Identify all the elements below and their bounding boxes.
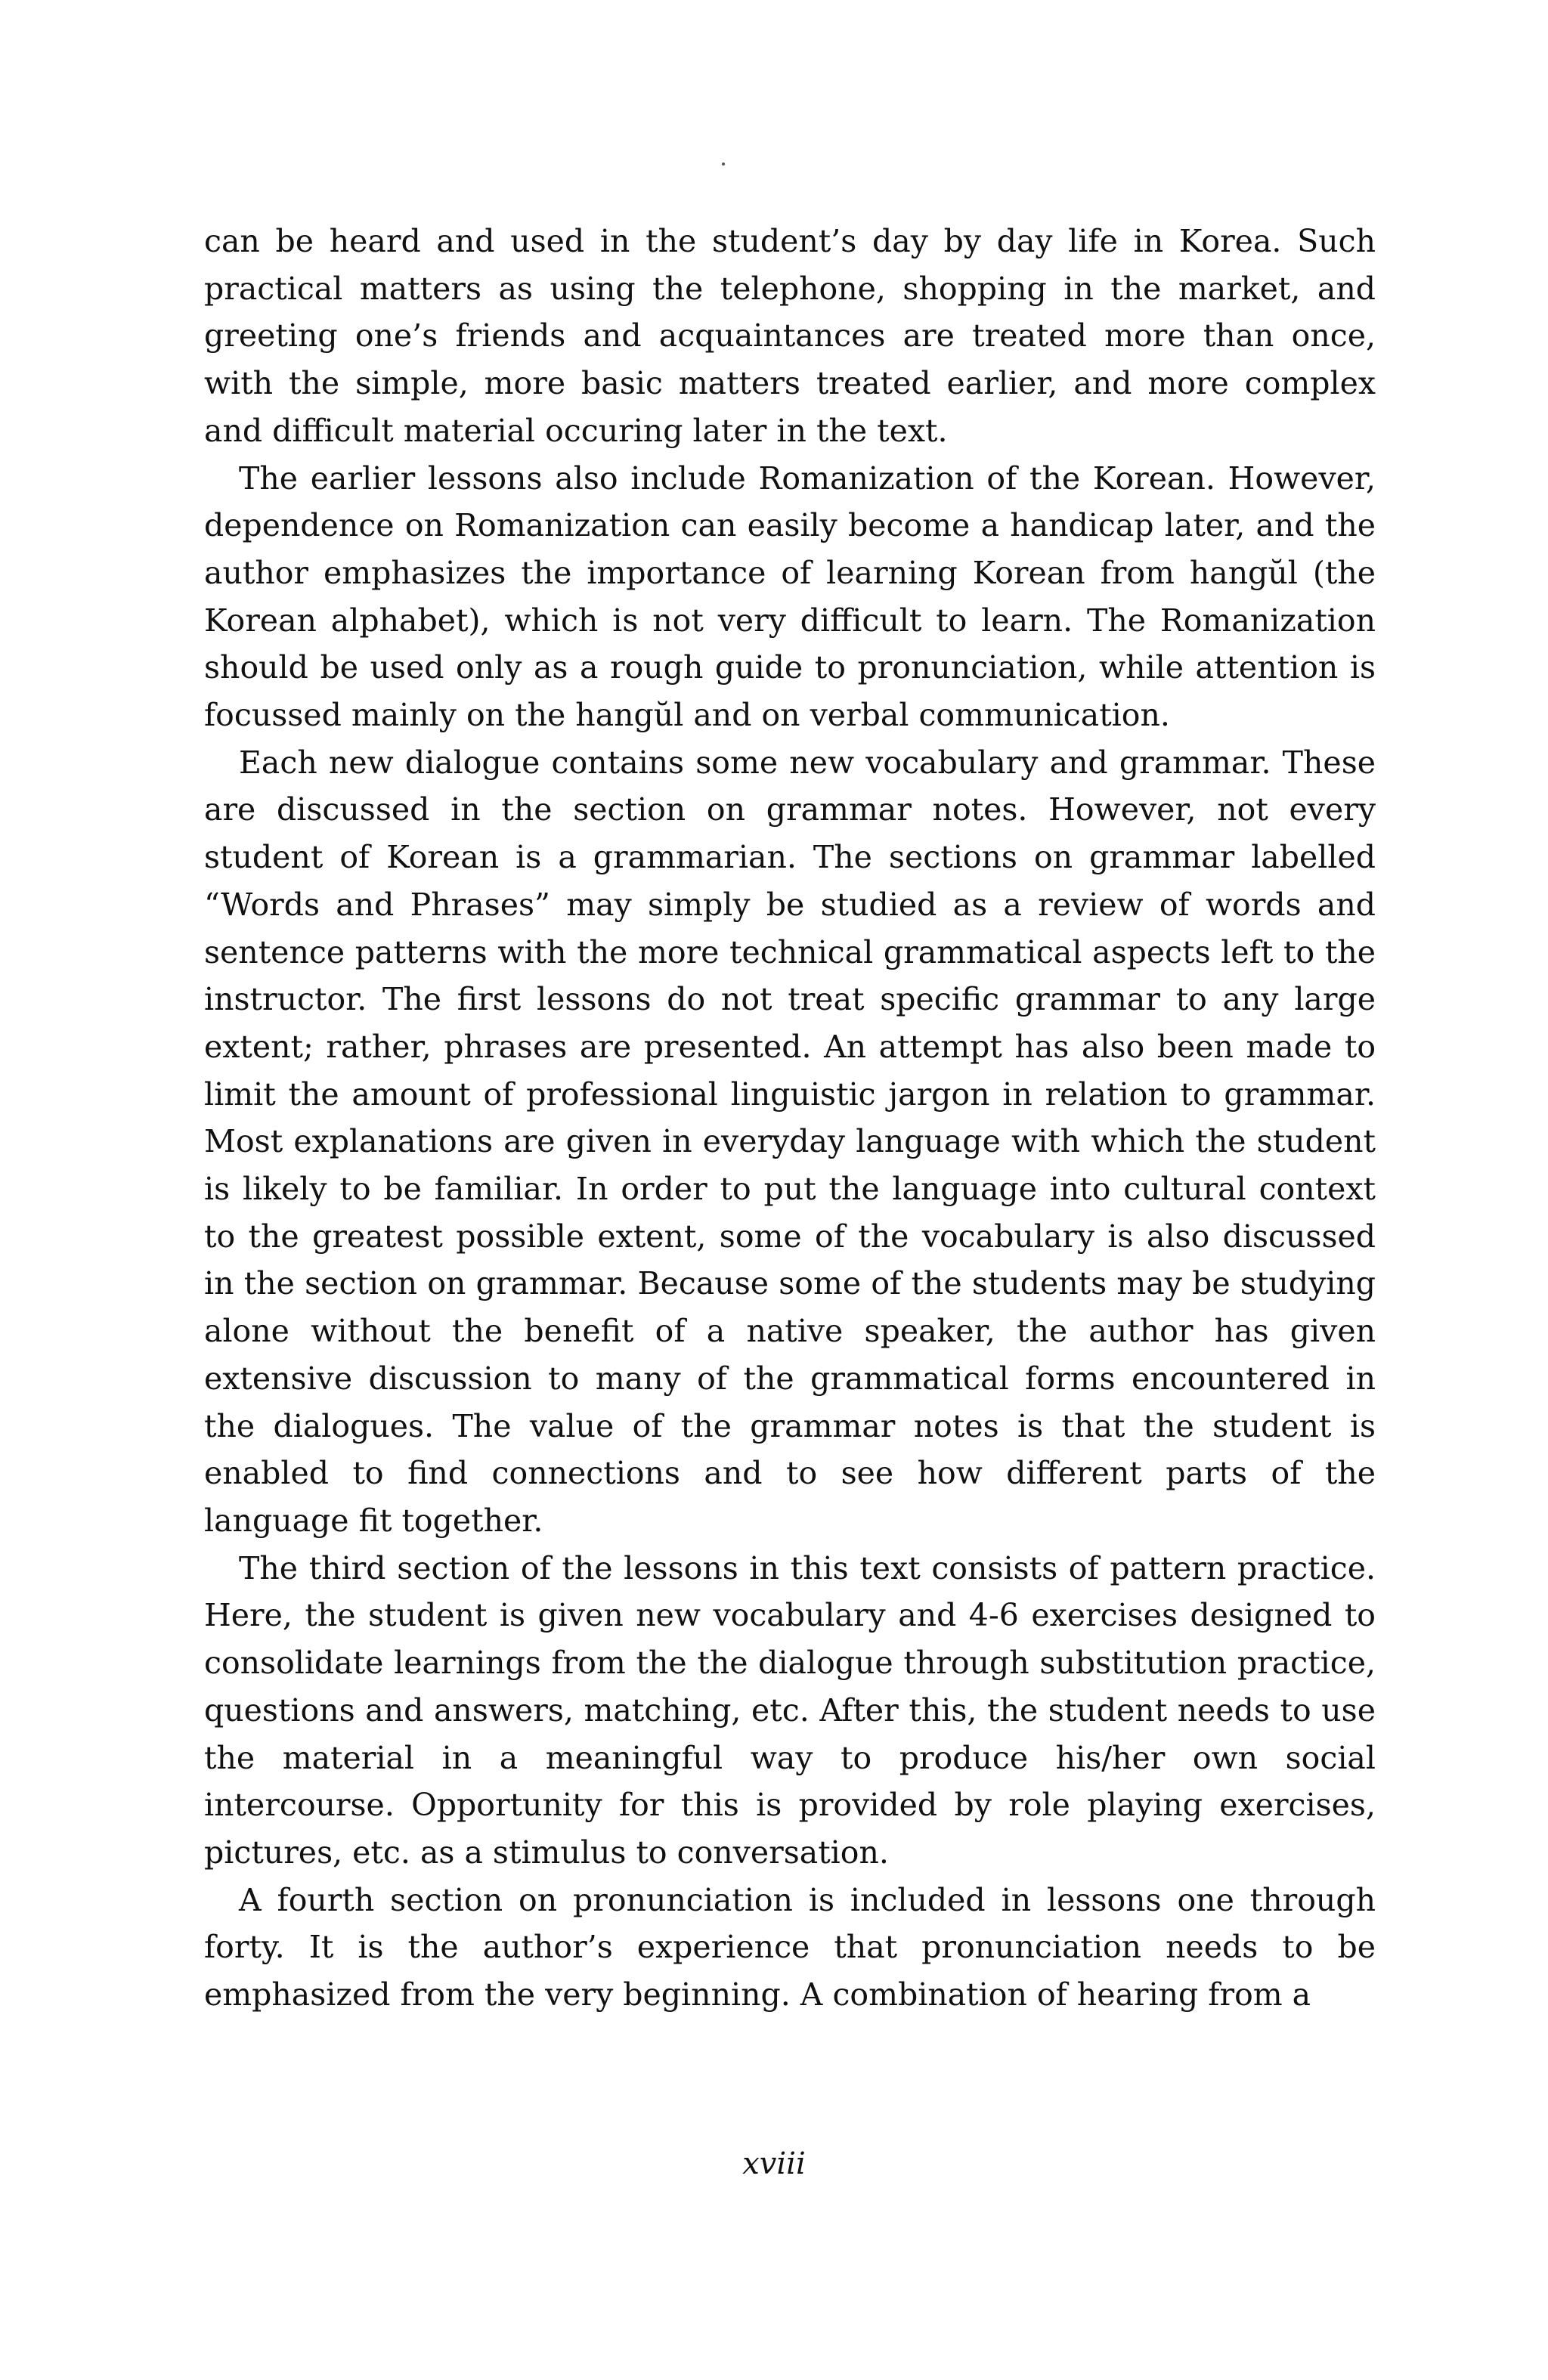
print-speck <box>722 162 725 166</box>
paragraph-romanization: The earlier lessons also include Romanization of the Korean. However, dependence on Romanization can easily become a handicap later, and the author emphasizes the importance of learning Korean from hangŭl (the Korean alphabet), which is not very difficult to learn. The Romanization should be used only as a rough guide to pronunciation, while attention is focussed mainly on the hangŭl and on verbal communication. <box>204 460 1376 734</box>
paragraph-pattern-practice: The third section of the lessons in this text consists of pattern practice. Here, the student is given new vocabulary and 4-6 exercises designed to consolidate learnings from the the dialogue through substitution practice, questions and answers, matching, etc. After this, the student needs to use the material in a meaningful way to produce his/her own social intercourse. Opportunity for this is provided by role playing exercises, pictures, etc. as a stimulus to conversation. <box>204 1549 1376 1871</box>
paragraph-grammar-notes: Each new dialogue contains some new vocabulary and grammar. These are discussed in the section on grammar notes. However, not every student of Korean is a grammarian. The sections on grammar labelled “Words and Phrases” may simply be studied as a review of words and sentence patterns with the more technical grammatical aspects left to the instructor. The first lessons do not treat specific grammar to any large extent; rather, phrases are presented. An attempt has also been made to limit the amount of professional linguistic jargon in relation to grammar. Most explanations are given in everyday language with which the student is likely to be familiar. In order to put the language into cultural context to the greatest possible extent, some of the vocabulary is also discussed in the section on grammar. Because some of the students may be studying alone without the benefit of a native speaker, the author has given extensive discussion to many of the grammatical forms encountered in the dialogues. The value of the grammar notes is that the student is enabled to find connections and to see how different parts of the language fit together. <box>204 744 1376 1539</box>
paragraph-continuation: can be heard and used in the student’s day by day life in Korea. Such practical matters as using the telephone, shopping in the market, and greeting one’s friends and acquaintances are treated more than once, with the simple, more basic matters treated earlier, and more complex and difficult material occuring later in the text. <box>204 223 1376 449</box>
body-text <box>204 218 1376 2019</box>
paragraph-pronunciation: A fourth section on pronunciation is included in lessons one through forty. It is the author’s experience that pronunciation needs to be emphasized from the very beginning. A combination of hearing from a <box>204 1881 1376 2013</box>
page-number: xviii <box>742 2146 806 2181</box>
